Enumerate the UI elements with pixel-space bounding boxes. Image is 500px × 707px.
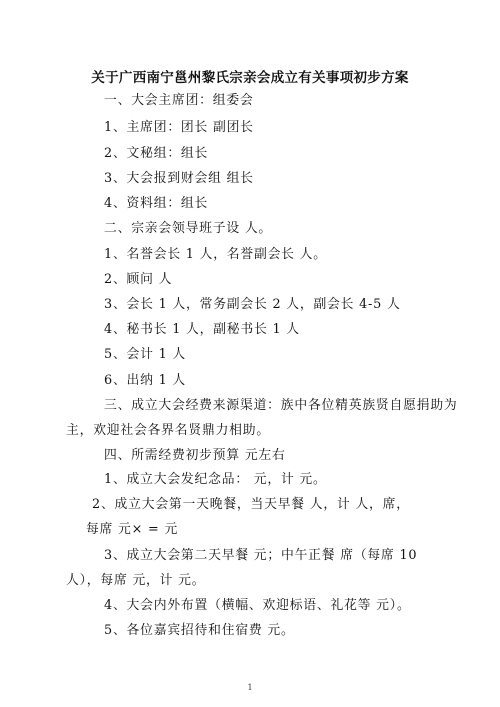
line-registration-finance: 3、大会报到财会组 组长 xyxy=(104,171,254,186)
section-1-heading: 一、大会主席团：组委会 xyxy=(104,93,254,108)
section-3-continuation: 主，欢迎社会各界名贤鼎力相助。 xyxy=(66,423,270,438)
line-venue-decoration: 4、大会内外布置（横幅、欢迎标语、礼花等 元）。 xyxy=(104,598,411,613)
line-guest-accommodation: 5、各位嘉宾招待和住宿费 元。 xyxy=(104,623,295,638)
section-3-heading: 三、成立大会经费来源渠道：族中各位精英族贤自愿捐助为 xyxy=(104,398,458,413)
line-president: 3、会长 1 人，常务副会长 2 人，副会长 4-5 人 xyxy=(104,297,401,312)
line-first-day-meals: 2、成立大会第一天晚餐，当天早餐 人，计 人，席， xyxy=(92,497,410,512)
line-presidium: 1、主席团：团长 副团长 xyxy=(104,120,254,135)
line-secretariat: 2、文秘组：组长 xyxy=(104,146,209,161)
line-second-day-meals: 3、成立大会第二天早餐 元；中午正餐 席（每席 10 xyxy=(104,548,418,563)
line-souvenirs: 1、成立大会发纪念品： 元，计 元。 xyxy=(104,472,327,487)
line-per-table-cost: 每席 元× = 元 xyxy=(86,522,179,537)
line-secretary-general: 4、秘书长 1 人，副秘书长 1 人 xyxy=(104,322,300,337)
section-2-heading: 二、宗亲会领导班子设 人。 xyxy=(104,221,273,236)
line-second-day-continuation: 人），每席 元，计 元。 xyxy=(66,573,206,588)
line-honorary-president: 1、名誉会长 1 人，名誉副会长 人。 xyxy=(104,247,327,262)
section-4-heading: 四、所需经费初步预算 元左右 xyxy=(104,448,286,463)
line-materials: 4、资料组：组长 xyxy=(104,196,209,211)
line-accountant: 5、会计 1 人 xyxy=(104,347,187,362)
line-cashier: 6、出纳 1 人 xyxy=(104,373,187,388)
page-number: 1 xyxy=(247,683,253,692)
line-advisors: 2、顾问 人 xyxy=(104,272,173,287)
document-title: 关于广西南宁邕州黎氏宗亲会成立有关事项初步方案 xyxy=(91,70,409,86)
